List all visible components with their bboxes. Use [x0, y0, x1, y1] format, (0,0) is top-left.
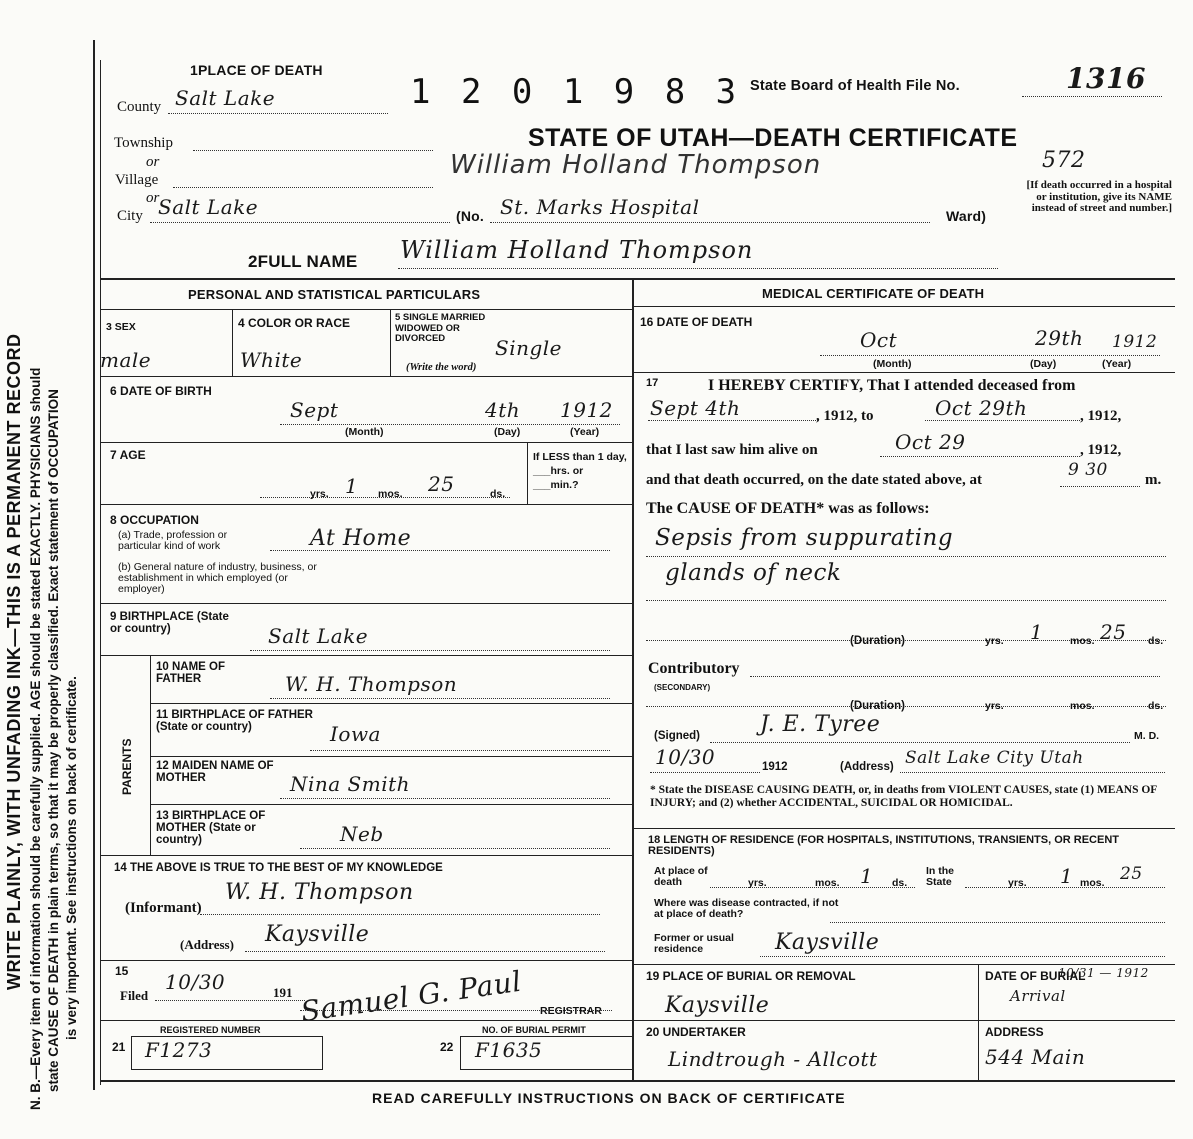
place-of-death-label: 1PLACE OF DEATH [190, 62, 323, 78]
father-name-label: 10 NAME OF FATHER [156, 661, 226, 685]
row-rule-17 [632, 828, 1175, 829]
age-yrs-label: yrs. [310, 488, 329, 500]
age-months: 1 [345, 474, 359, 498]
section-divider-top [100, 278, 1175, 280]
signed-label: (Signed) [654, 730, 700, 742]
board-file-label: State Board of Health File No. [750, 78, 960, 94]
personal-section-title: PERSONAL AND STATISTICAL PARTICULARS [188, 287, 481, 302]
dob-day: 4th [485, 398, 521, 422]
duration-days: 25 [1100, 620, 1127, 644]
personal-title-rule [100, 309, 632, 310]
res-state-years: 1 [1060, 864, 1074, 888]
margin-permanent-record-notice: WRITE PLAINLY, WITH UNFADING INK—THIS IS A PERMANENT RECORD [4, 333, 24, 990]
filed-year-label: 191 [273, 985, 293, 1000]
duration2-label: (Duration) [850, 700, 905, 712]
signed-date: 10/30 [655, 745, 716, 769]
date-of-burial-value: 10/31 — 1912 [1058, 966, 1149, 980]
to-year-text: , 1912, [1080, 408, 1122, 424]
hospital-note: [If death occurred in a hospital or institution, give its NAME instead of street and number.] [1026, 179, 1172, 214]
above-true-label: 14 THE ABOVE IS TRUE TO THE BEST OF MY KNOWLEDGE [114, 862, 443, 874]
row-rule-8 [100, 603, 632, 604]
duration-mos-label: mos. [1070, 635, 1095, 647]
cause-of-death-label: The CAUSE OF DEATH* was as follows: [646, 500, 930, 517]
occupation-b-label: (b) General nature of industry, business, or establishment in which employed (or employer) [118, 561, 317, 595]
certificate-title: STATE OF UTAH—DEATH CERTIFICATE [528, 124, 1018, 152]
township-line [193, 150, 433, 151]
row-rule-19 [632, 1020, 1175, 1021]
informant-address-line [245, 951, 605, 952]
row-rule-14 [100, 960, 632, 961]
county-label: County [117, 99, 162, 115]
from-date-line [648, 420, 818, 421]
last-saw-line [880, 456, 1080, 457]
ward-label: Ward) [946, 208, 987, 224]
signed-year-label: 1912 [762, 761, 788, 773]
color-race-value: White [240, 348, 303, 372]
date-of-death-day: 29th [1035, 326, 1084, 350]
attended-from-date: Sept 4th [650, 396, 741, 420]
mother-name-label: 12 MAIDEN NAME OF MOTHER [156, 760, 274, 784]
res-at-place-label: At place of death [654, 865, 708, 888]
or-label-2: or [146, 190, 160, 206]
filed-item-number: 15 [115, 964, 129, 978]
date-of-death-year: 1912 [1112, 332, 1158, 352]
village-line [173, 187, 433, 188]
undertaker-value: Lindtrough - Allcott [668, 1047, 878, 1071]
mother-name-value: Nina Smith [290, 772, 411, 796]
duration2-ds-label: ds. [1148, 700, 1164, 712]
full-name-line [398, 268, 998, 269]
where-contracted-line [830, 922, 1165, 923]
undertaker-label: 20 UNDERTAKER [646, 1025, 746, 1039]
father-name-line [270, 698, 610, 699]
former-residence-line [760, 956, 1165, 957]
informant-address-value: Kaysville [265, 922, 370, 947]
row-rule-15 [100, 1020, 632, 1021]
county-line [168, 113, 388, 114]
typed-decedent-name: William Holland Thompson [450, 150, 822, 180]
burial-permit-label: NO. OF BURIAL PERMIT [482, 1025, 586, 1035]
residence-label: 18 LENGTH OF RESIDENCE (FOR HOSPITALS, INSTITUTIONS, TRANSIENTS, OR RECENT RESIDENTS) [648, 834, 1119, 857]
secondary-label: (SECONDARY) [654, 683, 711, 692]
father-birthplace-line [310, 750, 610, 751]
time-m-label: m. [1145, 472, 1162, 488]
mother-birthplace-line [300, 848, 610, 849]
city-value: Salt Lake [158, 195, 259, 219]
row-rule-12 [150, 804, 632, 805]
parents-divider [150, 655, 151, 855]
burial-place-label: 19 PLACE OF BURIAL OR REMOVAL [646, 969, 856, 983]
marital-note: (Write the word) [406, 362, 477, 373]
burial-permit-value: F1635 [475, 1038, 543, 1062]
duration-label: (Duration) [850, 635, 905, 647]
row-rule-16 [632, 372, 1175, 373]
street-no-value: St. Marks Hospital [500, 195, 700, 219]
former-residence-value: Kaysville [775, 930, 880, 955]
marital-value: Single [495, 336, 563, 360]
last-saw-date: Oct 29 [895, 430, 966, 454]
former-residence-label: Former or usual residence [654, 932, 734, 955]
outer-border-left [93, 40, 95, 1090]
res-place-yrs-label: yrs. [748, 877, 767, 889]
death-time: 9 30 [1068, 460, 1108, 480]
record-number: 1 2 0 1 9 8 3 [410, 72, 742, 112]
informant-label: (Informant) [125, 900, 202, 916]
contributory-line [750, 676, 1160, 677]
last-saw-year-text: , 1912, [1080, 442, 1122, 458]
village-label: Village [115, 172, 159, 188]
margin-note-line-3: is very important. See instructions on back of certificate. [64, 676, 79, 1040]
dod-month-label: (Month) [873, 358, 912, 370]
birthplace-line [250, 650, 610, 651]
row-rule-7 [100, 504, 632, 505]
sex-color-divider [232, 309, 233, 376]
instructions-footer: READ CAREFULLY INSTRUCTIONS ON BACK OF CERTIFICATE [372, 1090, 846, 1106]
dob-day-label: (Day) [494, 426, 521, 438]
inner-border-left [100, 60, 101, 1085]
margin-note-line-1: N. B.—Every item of information should be carefully supplied. AGE should be stated EXACTLY. PHYSICIANS should [28, 367, 43, 1110]
occupation-label: 8 OCCUPATION [110, 513, 199, 527]
age-less-than-divider [527, 442, 528, 504]
death-time-line [1060, 486, 1140, 487]
duration2-mos-label: mos. [1070, 700, 1095, 712]
signed-line [710, 742, 1130, 743]
mother-name-line [280, 798, 610, 799]
row-rule-11 [150, 756, 632, 757]
father-name-value: W. H. Thompson [285, 672, 458, 696]
age-days: 25 [428, 472, 455, 496]
date-of-death-month: Oct [860, 328, 898, 352]
attended-to-date: Oct 29th [935, 396, 1028, 420]
parents-label: PARENTS [120, 738, 134, 795]
file-no-line [1022, 96, 1162, 97]
res-in-state-label: In the State [926, 865, 954, 888]
father-birthplace-label: 11 BIRTHPLACE OF FATHER (State or country) [156, 709, 313, 733]
registrar-label: REGISTRAR [540, 1005, 602, 1017]
res-place-line [710, 887, 915, 888]
date-of-burial-label: DATE OF BURIAL [985, 969, 1086, 983]
age-mos-label: mos. [378, 488, 403, 500]
row-rule-9 [100, 655, 632, 656]
date-of-death-line [820, 355, 1160, 356]
birthplace-label: 9 BIRTHPLACE (State or country) [110, 611, 229, 635]
dod-day-label: (Day) [1030, 358, 1057, 370]
city-label: City [117, 208, 143, 224]
undertaker-address-value: 544 Main [985, 1045, 1086, 1069]
center-column-divider [632, 278, 634, 1080]
burial-date-divider [978, 964, 979, 1080]
row-rule-18 [632, 964, 1175, 965]
row-rule-13 [100, 855, 632, 856]
certify-statement: I HEREBY CERTIFY, That I attended deceased from [708, 377, 1076, 394]
father-birthplace-value: Iowa [330, 722, 381, 746]
cause-line-1 [646, 556, 1166, 557]
medical-section-title: MEDICAL CERTIFICATE OF DEATH [762, 286, 985, 301]
form-bottom-border [100, 1080, 1175, 1082]
less-than-day-label: If LESS than 1 day, ___hrs. or ___min.? [533, 451, 627, 491]
res-state-mos-label: mos. [1080, 877, 1105, 889]
township-label: Township [114, 135, 173, 151]
margin-note-line-2: state CAUSE OF DEATH in plain terms, so that it may be properly classified. Exact statement of OCCUPATION [46, 389, 61, 1092]
filed-label: Filed [120, 988, 149, 1003]
marital-label: 5 SINGLE MARRIED WIDOWED OR DIVORCED [395, 312, 486, 344]
dob-label: 6 DATE OF BIRTH [110, 384, 212, 398]
dob-month: Sept [290, 398, 339, 422]
color-marital-divider [390, 309, 391, 376]
age-label: 7 AGE [110, 448, 146, 462]
registrar-signature: Samuel G. Paul [298, 964, 524, 1029]
street-no-label: (No. [456, 208, 485, 224]
res-place-mos-label: mos. [815, 877, 840, 889]
item-22-label: 22 [440, 1040, 454, 1054]
dob-year-label: (Year) [570, 426, 600, 438]
full-name-value: William Holland Thompson [400, 236, 754, 264]
undertaker-address-label: ADDRESS [985, 1025, 1044, 1039]
date-of-burial-note: Arrival [1010, 987, 1066, 1005]
mother-birthplace-value: Neb [340, 822, 384, 846]
sex-label: 3 SEX [106, 321, 136, 333]
row-rule-5 [100, 376, 632, 377]
file-number: 1316 [1066, 62, 1146, 95]
cause-of-death-1: Sepsis from suppurating [655, 525, 954, 551]
or-label-1: or [146, 154, 160, 170]
dod-year-label: (Year) [1102, 358, 1132, 370]
cause-footnote: * State the DISEASE CAUSING DEATH, or, in deaths from VIOLENT CAUSES, state (1) MEANS OF INJURY; and (2) whether ACCIDENTAL, SUICIDAL OR HOMICIDAL. [650, 784, 1157, 809]
typed-number: 572 [1042, 148, 1086, 173]
age-ds-label: ds. [490, 488, 506, 500]
duration2-yrs-label: yrs. [985, 700, 1004, 712]
city-line [150, 222, 450, 223]
duration-ds-label: ds. [1148, 635, 1164, 647]
physician-address: Salt Lake City Utah [905, 748, 1084, 768]
last-saw-label: that I last saw him alive on [646, 442, 818, 458]
res-place-months: 1 [860, 864, 874, 888]
informant-address-label: (Address) [180, 937, 234, 952]
informant-line [200, 914, 600, 915]
birthplace-value: Salt Lake [268, 624, 369, 648]
row-rule-6 [100, 442, 632, 443]
item-17-label: 17 [646, 377, 659, 389]
death-occurred-label: and that death occurred, on the date stated above, at [646, 472, 982, 488]
res-state-days: 25 [1120, 864, 1143, 884]
res-state-yrs-label: yrs. [1008, 877, 1027, 889]
informant-value: W. H. Thompson [225, 880, 414, 905]
row-rule-10 [150, 703, 632, 704]
duration-months: 1 [1030, 620, 1044, 644]
occupation-a-label: (a) Trade, profession or particular kind of work [118, 529, 228, 552]
from-year-text: , 1912, to [816, 408, 874, 424]
sex-value: male [100, 348, 152, 372]
physician-address-label: (Address) [840, 761, 894, 773]
md-label: M. D. [1134, 730, 1160, 742]
res-place-ds-label: ds. [892, 877, 908, 889]
occupation-value: At Home [310, 526, 412, 551]
burial-place-value: Kaysville [665, 993, 770, 1018]
full-name-label: 2FULL NAME [248, 252, 358, 271]
where-contracted-label: Where was disease contracted, if not at place of death? [654, 897, 839, 920]
dob-line [280, 424, 620, 425]
signed-date-line [650, 772, 760, 773]
cause-of-death-2: glands of neck [665, 560, 842, 586]
dob-month-label: (Month) [345, 426, 384, 438]
dob-year: 1912 [560, 398, 613, 422]
duration-yrs-label: yrs. [985, 635, 1004, 647]
street-no-line [490, 222, 930, 223]
physician-address-line [900, 772, 1165, 773]
date-of-death-label: 16 DATE OF DEATH [640, 315, 753, 329]
registered-number-value: F1273 [145, 1038, 213, 1062]
physician-signature: J. E. Tyree [760, 712, 881, 737]
registered-number-label: REGISTERED NUMBER [160, 1025, 261, 1035]
to-date-line [925, 420, 1080, 421]
contributory-label: Contributory [648, 660, 740, 677]
county-value: Salt Lake [175, 86, 276, 110]
item-21-label: 21 [112, 1040, 126, 1054]
cause-line-2 [646, 600, 1166, 601]
color-race-label: 4 COLOR OR RACE [238, 316, 351, 330]
mother-birthplace-label: 13 BIRTHPLACE OF MOTHER (State or country) [156, 810, 266, 846]
filed-date: 10/30 [165, 970, 226, 994]
medical-title-rule [632, 306, 1175, 307]
